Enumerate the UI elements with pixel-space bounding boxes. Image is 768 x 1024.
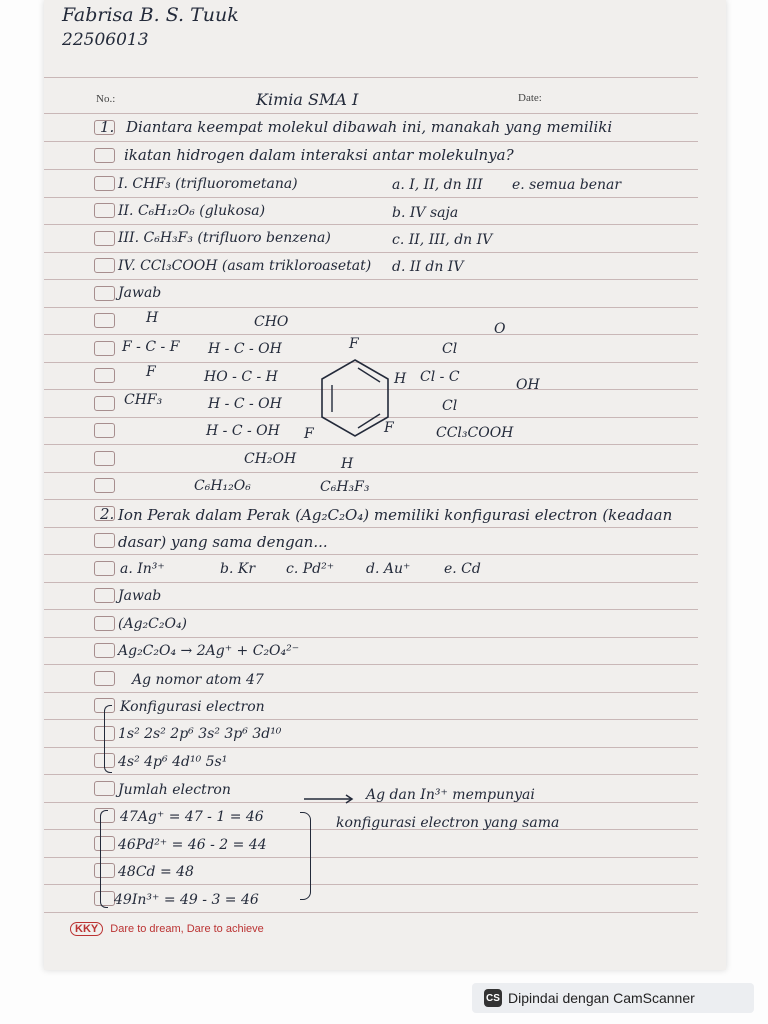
- glucose-row3: H - C - OH: [208, 396, 282, 412]
- q2-count-cd: 48Cd = 48: [118, 864, 194, 880]
- chf3-f: F: [146, 364, 156, 380]
- tca-cl-top: Cl: [442, 341, 458, 357]
- q1-option-a: a. I, II, dn III: [392, 177, 483, 193]
- student-id: 22506013: [62, 30, 149, 50]
- q2-conclusion-line2: konfigurasi electron yang sama: [336, 815, 560, 831]
- q2-count-in: 49In³⁺ = 49 - 3 = 46: [114, 892, 259, 908]
- q2-number: 2.: [100, 505, 115, 523]
- q2-count-pd: 46Pd²⁺ = 46 - 2 = 44: [118, 837, 267, 853]
- q1-text-line2: ikatan hidrogen dalam interaksi antar molekulnya?: [124, 146, 514, 164]
- camscanner-label: Dipindai dengan CamScanner: [508, 990, 695, 1006]
- benzene-f-top: F: [349, 336, 359, 352]
- benzene-f-left: F: [304, 426, 314, 442]
- q2-config-line1: 1s² 2s² 2p⁶ 3s² 3p⁶ 3d¹⁰: [118, 726, 282, 742]
- count-brace-right: [300, 812, 311, 900]
- kky-logo: KKY: [70, 922, 103, 936]
- q1-answer-label: Jawab: [118, 285, 162, 301]
- q2-count-label: Jumlah electron: [118, 782, 231, 798]
- tca-oh: OH: [516, 377, 540, 393]
- q2-option-e: e. Cd: [444, 561, 481, 577]
- count-brace-left: [100, 810, 108, 908]
- benzene-f-right: F: [384, 420, 394, 436]
- q2-option-d: d. Au⁺: [366, 561, 411, 577]
- config-brace: [104, 705, 112, 773]
- tca-o: O: [494, 321, 506, 337]
- glucose-name: C₆H₁₂O₆: [194, 478, 251, 494]
- tca-name: CCl₃COOH: [436, 425, 514, 441]
- q1-item-4: IV. CCl₃COOH (asam trikloroasetat): [118, 258, 372, 274]
- q2-answer-label: Jawab: [118, 588, 162, 604]
- glucose-row4: H - C - OH: [206, 423, 280, 439]
- q2-text-line2: dasar) yang sama dengan...: [118, 533, 328, 551]
- page-title: Kimia SMA I: [256, 90, 359, 109]
- q1-item-3: III. C₆H₃F₃ (trifluoro benzena): [118, 230, 331, 246]
- benzene-h-bottom: H: [341, 456, 354, 472]
- q2-count-ag: 47Ag⁺ = 47 - 1 = 46: [120, 809, 264, 825]
- glucose-row1: H - C - OH: [208, 341, 282, 357]
- date-label: Date:: [518, 92, 542, 104]
- q1-option-d: d. II dn IV: [392, 259, 464, 275]
- q1-option-e: e. semua benar: [512, 177, 622, 193]
- q2-config-line2: 4s² 4p⁶ 4d¹⁰ 5s¹: [118, 754, 228, 770]
- tca-cl-left: Cl - C: [420, 369, 460, 385]
- q2-option-c: c. Pd²⁺: [286, 561, 335, 577]
- q2-text-line1: Ion Perak dalam Perak (Ag₂C₂O₄) memiliki konfigurasi electron (keadaan: [118, 506, 673, 524]
- camscanner-badge: [472, 983, 754, 1013]
- chf3-center: F - C - F: [122, 339, 180, 355]
- glucose-top: CHO: [254, 314, 289, 330]
- benzene-name: C₆H₃F₃: [320, 479, 370, 495]
- camscanner-icon: CS: [484, 989, 502, 1007]
- q1-option-b: b. IV saja: [392, 205, 459, 221]
- q2-atomic-number: Ag nomor atom 47: [132, 672, 264, 688]
- q2-config-label: Konfigurasi electron: [120, 699, 265, 715]
- q2-option-a: a. In³⁺: [120, 561, 165, 577]
- q2-option-b: b. Kr: [220, 561, 256, 577]
- footer-slogan: Dare to dream, Dare to achieve: [110, 923, 264, 935]
- q2-reaction: Ag₂C₂O₄ → 2Ag⁺ + C₂O₄²⁻: [118, 643, 300, 659]
- arrow-icon: [300, 793, 360, 805]
- q1-item-2: II. C₆H₁₂O₆ (glukosa): [118, 203, 266, 219]
- q1-item-1: I. CHF₃ (trifluorometana): [118, 176, 298, 192]
- glucose-row2: HO - C - H: [204, 369, 278, 385]
- chf3-h: H: [146, 310, 159, 326]
- student-name: Fabrisa B. S. Tuuk: [62, 4, 239, 26]
- chf3-name: CHF₃: [124, 392, 163, 408]
- q2-conclusion-line1: Ag dan In³⁺ mempunyai: [366, 787, 535, 803]
- q1-text-line1: Diantara keempat molekul dibawah ini, manakah yang memiliki: [126, 118, 613, 136]
- no-label: No.:: [96, 93, 116, 105]
- benzene-h-right: H: [394, 371, 407, 387]
- q1-number: 1.: [100, 118, 115, 136]
- page-footer: [70, 922, 264, 936]
- glucose-bottom: CH₂OH: [244, 451, 297, 467]
- q1-option-c: c. II, III, dn IV: [392, 232, 493, 248]
- q2-formula: (Ag₂C₂O₄): [118, 616, 188, 632]
- tca-cl-bottom: Cl: [442, 398, 458, 414]
